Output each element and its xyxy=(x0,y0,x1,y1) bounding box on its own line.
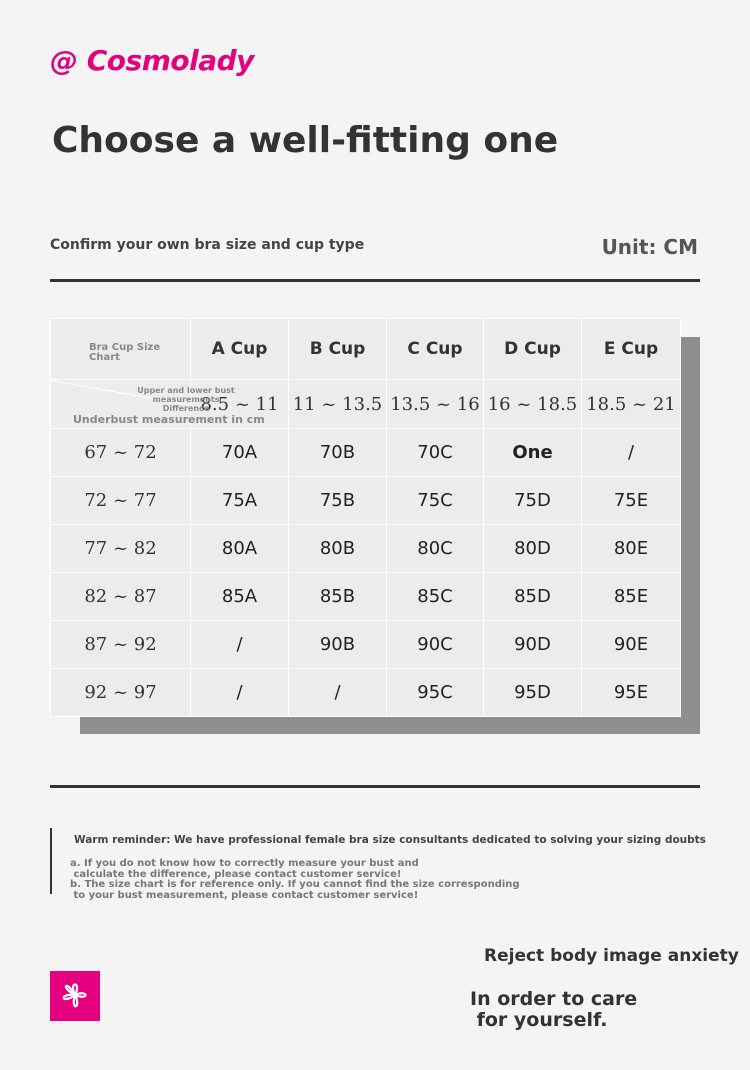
underbust-range-cell: 72 ~ 77 xyxy=(51,477,191,525)
size-cell: 80D xyxy=(484,525,582,573)
size-row xyxy=(51,429,681,477)
size-cell: One xyxy=(484,429,582,477)
size-row xyxy=(51,669,681,717)
size-cell: 90B xyxy=(289,621,387,669)
size-cell: 75E xyxy=(582,477,681,525)
cup-header: E Cup xyxy=(582,319,681,380)
bottom-divider xyxy=(50,785,700,788)
size-cell: / xyxy=(191,621,289,669)
difference-row xyxy=(51,380,681,429)
size-cell: 80B xyxy=(289,525,387,573)
size-row xyxy=(51,477,681,525)
unit-label: Unit: CM xyxy=(601,235,698,259)
size-cell: 90E xyxy=(582,621,681,669)
size-cell: 75A xyxy=(191,477,289,525)
cup-header-row xyxy=(51,319,681,380)
flower-logo-icon xyxy=(50,971,100,1021)
size-cell: 70B xyxy=(289,429,387,477)
size-cell: / xyxy=(191,669,289,717)
difference-cell: 8.5 ~ 11 xyxy=(191,380,289,429)
corner-label: Bra Cup Size Chart xyxy=(89,342,161,363)
size-cell: 70C xyxy=(387,429,484,477)
warm-reminder xyxy=(50,828,706,901)
difference-cell: 16 ~ 18.5 xyxy=(484,380,582,429)
difference-cell: 18.5 ~ 21 xyxy=(582,380,681,429)
reminder-item-b: b. The size chart is for reference only. If you cannot find the size corresponding to your bust measurement, please contact customer service! xyxy=(70,879,520,901)
underbust-range-cell: 77 ~ 82 xyxy=(51,525,191,573)
size-cell: 75D xyxy=(484,477,582,525)
size-cell: 85D xyxy=(484,573,582,621)
page-headline: Choose a well-fitting one xyxy=(52,120,559,161)
size-cell: / xyxy=(289,669,387,717)
difference-cell: 11 ~ 13.5 xyxy=(289,380,387,429)
difference-cell: 13.5 ~ 16 xyxy=(387,380,484,429)
size-cell: 80C xyxy=(387,525,484,573)
cup-header: B Cup xyxy=(289,319,387,380)
size-cell: 85A xyxy=(191,573,289,621)
size-cell: 85B xyxy=(289,573,387,621)
size-cell: 75C xyxy=(387,477,484,525)
reminder-title: Warm reminder: We have professional female bra size consultants dedicated to solving your sizing doubts xyxy=(74,834,706,846)
size-cell: / xyxy=(582,429,681,477)
size-cell: 95D xyxy=(484,669,582,717)
size-cell: 75B xyxy=(289,477,387,525)
brand-logo-text: @ Cosmolady xyxy=(50,44,254,77)
underbust-range-cell: 87 ~ 92 xyxy=(51,621,191,669)
cup-header: D Cup xyxy=(484,319,582,380)
size-cell: 80A xyxy=(191,525,289,573)
size-cell: 85C xyxy=(387,573,484,621)
size-cell: 95E xyxy=(582,669,681,717)
size-chart-table xyxy=(50,318,681,717)
size-row xyxy=(51,621,681,669)
cup-header: C Cup xyxy=(387,319,484,380)
size-chart xyxy=(50,318,680,716)
size-cell: 80E xyxy=(582,525,681,573)
size-cell: 90C xyxy=(387,621,484,669)
corner-cell xyxy=(51,319,191,380)
size-cell: 70A xyxy=(191,429,289,477)
size-cell: 85E xyxy=(582,573,681,621)
cup-header: A Cup xyxy=(191,319,289,380)
underbust-range-cell: 82 ~ 87 xyxy=(51,573,191,621)
underbust-range-cell: 92 ~ 97 xyxy=(51,669,191,717)
slogan-line-2: In order to care for yourself. xyxy=(470,988,638,1031)
top-divider xyxy=(50,279,700,282)
size-row xyxy=(51,573,681,621)
size-row xyxy=(51,525,681,573)
section-subtitle: Confirm your own bra size and cup type xyxy=(50,237,365,253)
slogan-line-1: Reject body image anxiety xyxy=(484,946,739,966)
difference-label: Upper and lower bust measurements Difference xyxy=(137,386,235,413)
underbust-range-cell: 67 ~ 72 xyxy=(51,429,191,477)
underbust-label: Underbust measurement in cm xyxy=(73,413,265,426)
reminder-item-a: a. If you do not know how to correctly measure your bust and calculate the difference, please contact customer service! xyxy=(70,858,419,880)
size-cell: 90D xyxy=(484,621,582,669)
size-cell: 95C xyxy=(387,669,484,717)
